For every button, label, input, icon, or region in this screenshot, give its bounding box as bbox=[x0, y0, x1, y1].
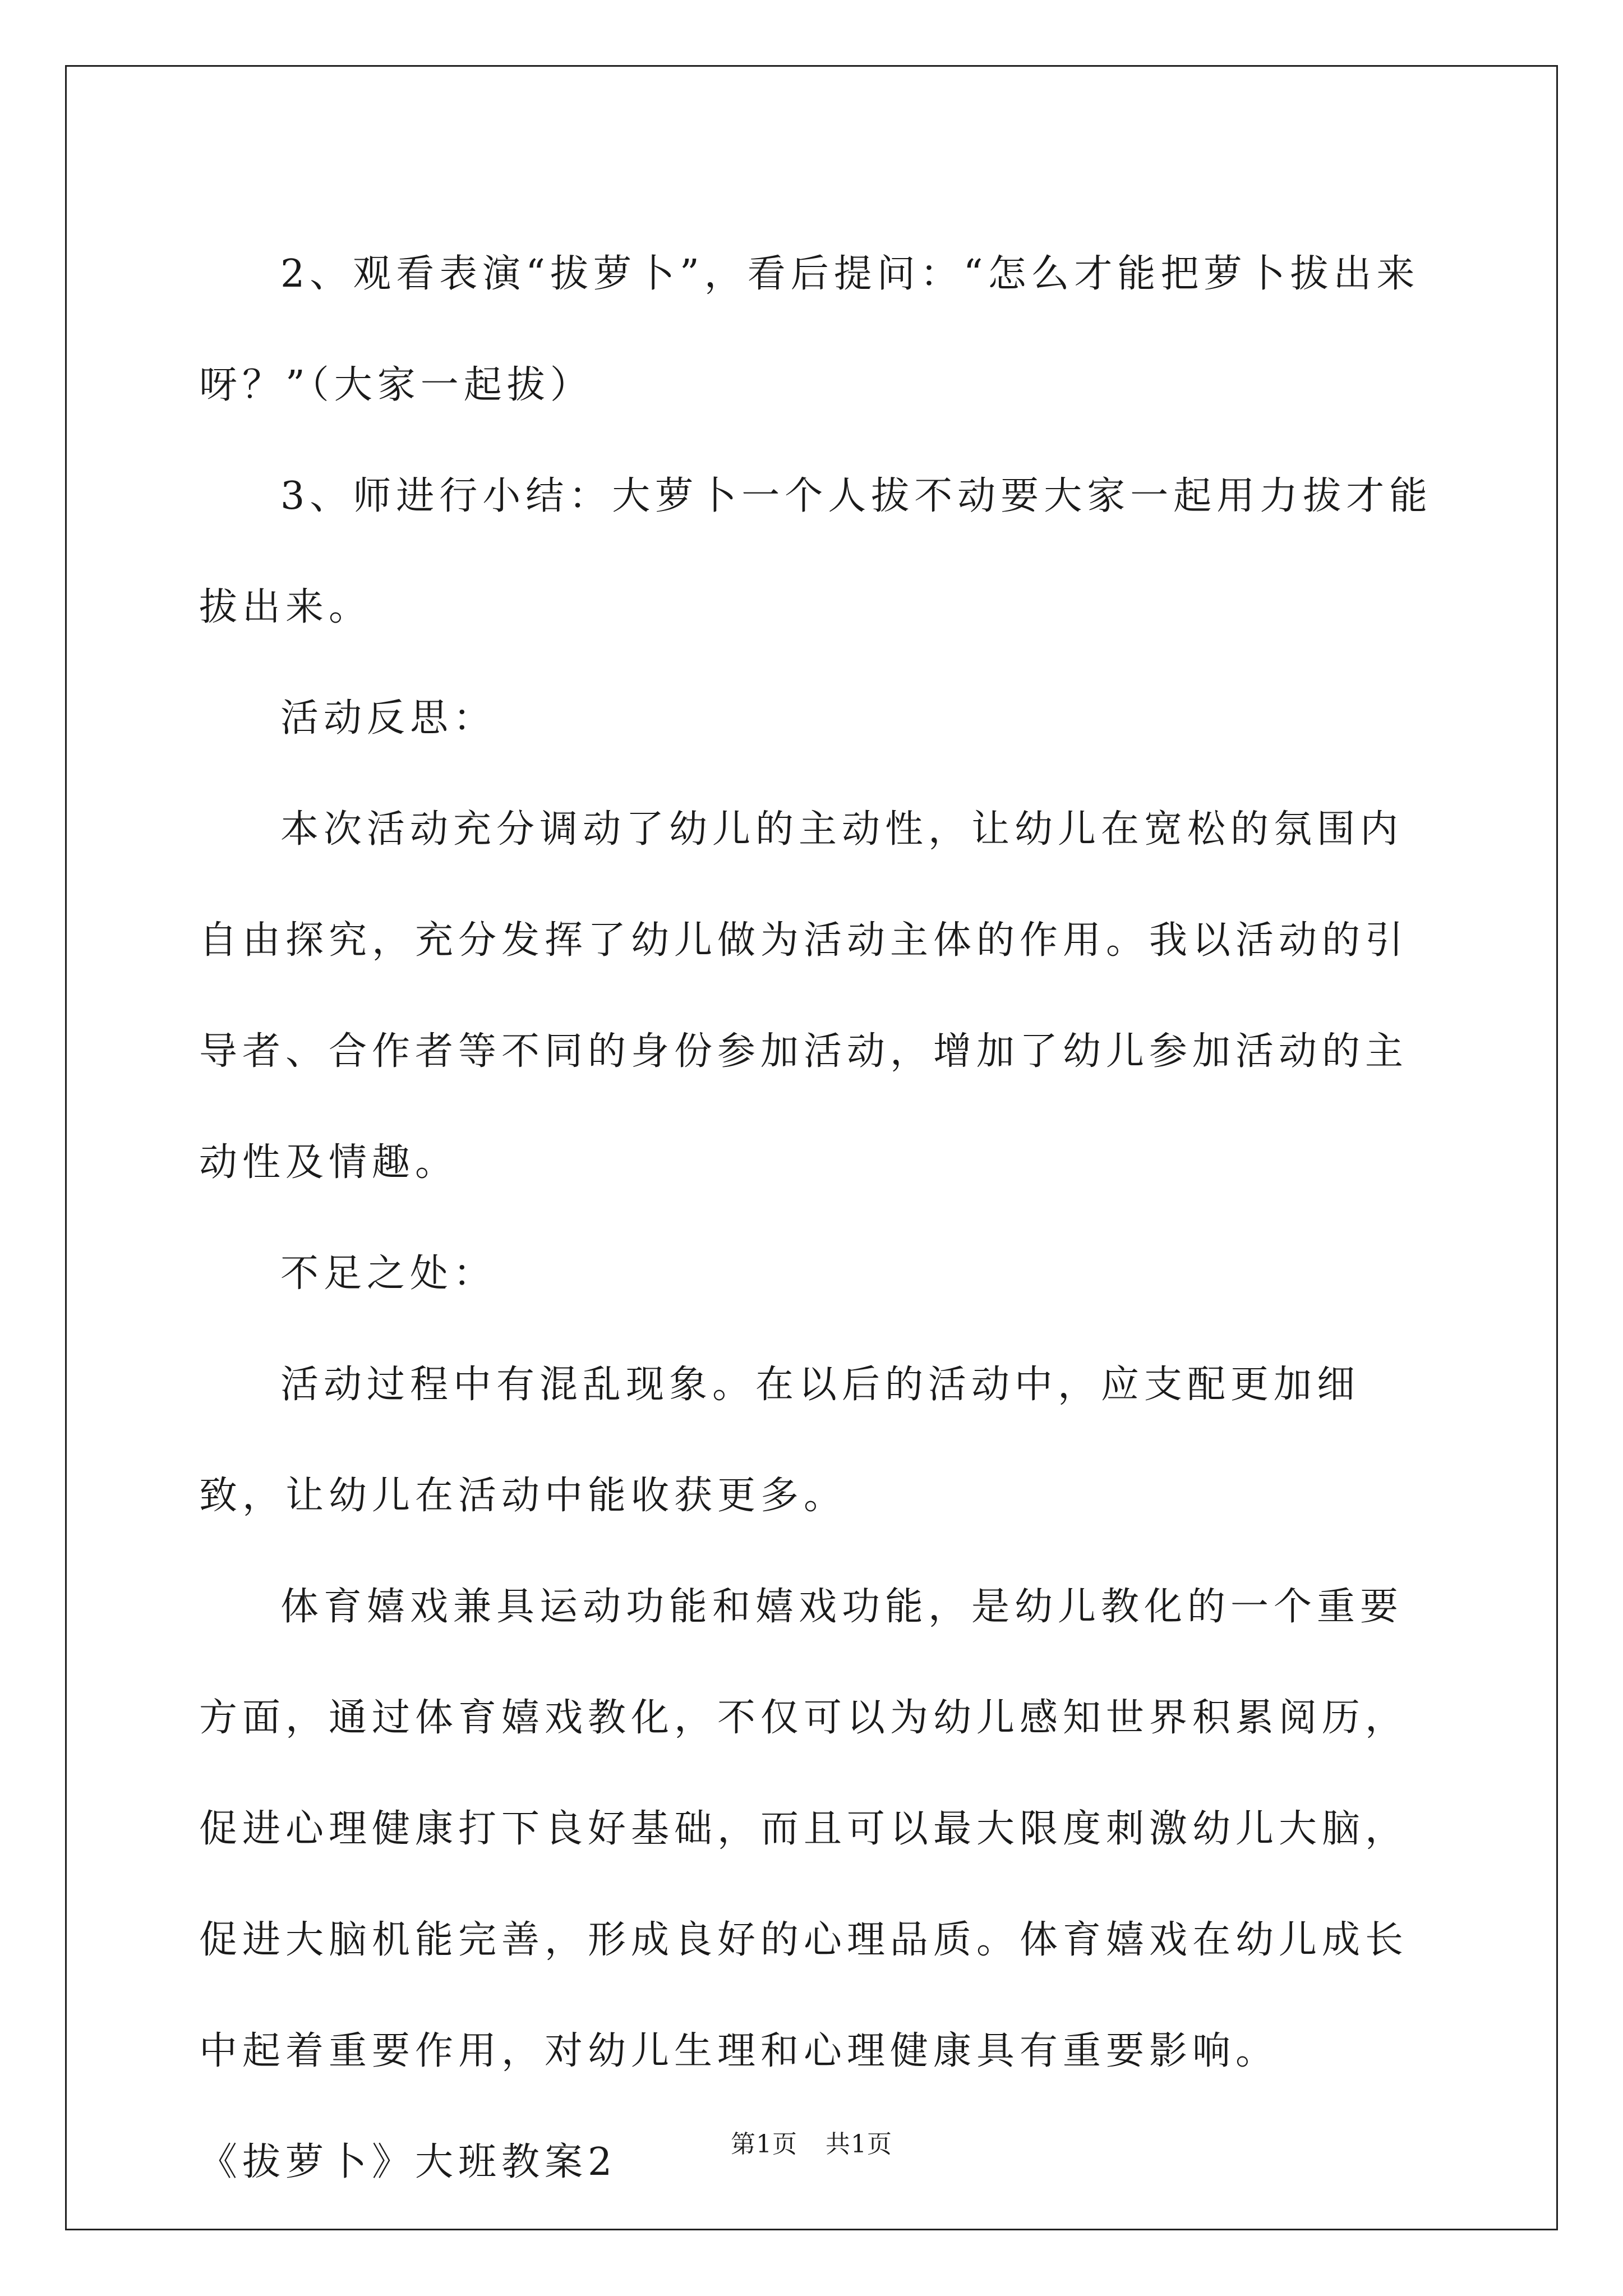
heading-activity-reflection: 活动反思： bbox=[280, 696, 497, 740]
heading-shortcomings: 不足之处： bbox=[280, 1251, 497, 1296]
page-footer bbox=[0, 2124, 1623, 2160]
paragraph-reflection-body: 本次活动充分调动了幼儿的主动性，让幼儿在宽松的氛围内自由探究，充分发挥了幼儿做为活动主体的作用。我以活动的引导者、合作者等不同的身份参加活动，增加了幼儿参加活动的主动性及情趣。 bbox=[199, 807, 1409, 1185]
document-body bbox=[199, 219, 1438, 2218]
paragraph-sports-games: 体育嬉戏兼具运动功能和嬉戏功能，是幼儿教化的一个重要方面，通过体育嬉戏教化，不仅可以为幼儿感知世界积累阅历，促进心理健康打下良好基础，而且可以最大限度刺激幼儿大脑，促进大脑机能完善，形成良好的心理品质。体育嬉戏在幼儿成长中起着重要作用，对幼儿生理和心理健康具有重要影响。 bbox=[199, 1585, 1409, 2073]
page-number: 第1页 bbox=[731, 2130, 797, 2159]
paragraph-teacher-summary: 3、师进行小结：大萝卜一个人拔不动要大家一起用力拔才能拔出来。 bbox=[199, 474, 1433, 629]
paragraph-observe-performance: 2、观看表演“拔萝卜”，看后提问：“怎么才能把萝卜拔出来呀？”（大家一起拔） bbox=[199, 252, 1420, 407]
paragraph-shortcomings-body: 活动过程中有混乱现象。在以后的活动中，应支配更加细致，让幼儿在活动中能收获更多。 bbox=[199, 1363, 1361, 1518]
page-total: 共1页 bbox=[826, 2130, 892, 2159]
section-title-lesson-plan-2: 《拔萝卜》大班教案2 bbox=[199, 2140, 617, 2184]
